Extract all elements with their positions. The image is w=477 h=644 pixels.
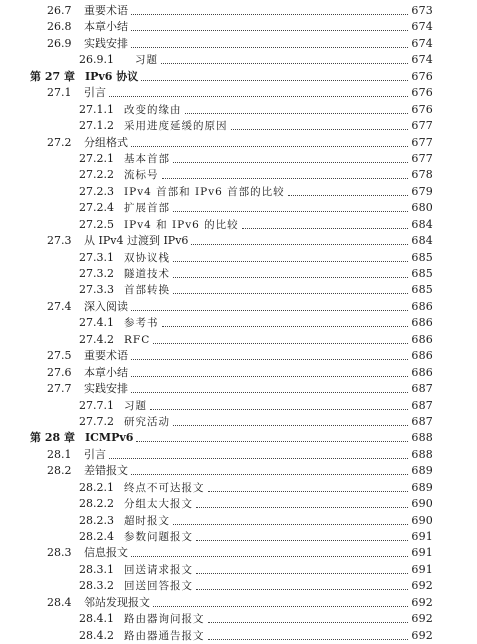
toc-entry[interactable] [0, 463, 477, 479]
toc-entry[interactable] [0, 447, 477, 463]
toc-entry-number: 28.2.2 [79, 497, 114, 511]
dot-leader [206, 628, 411, 644]
toc-entry-number: 28.1 [47, 447, 72, 461]
dot-leader [194, 496, 410, 512]
dot-leader [171, 151, 410, 167]
toc-entry[interactable] [0, 398, 477, 414]
toc-entry-title: 终点不可达报文 [124, 481, 205, 494]
toc-page-number: 678 [411, 168, 433, 182]
toc-entry[interactable] [0, 365, 477, 381]
toc-entry-title: 研究活动 [124, 415, 170, 428]
dot-leader [171, 266, 410, 282]
toc-entry[interactable] [0, 217, 477, 233]
toc-page-number: 687 [411, 382, 433, 396]
toc-entry[interactable] [0, 184, 477, 200]
dot-leader [129, 36, 410, 52]
toc-page-number: 689 [411, 464, 433, 478]
dot-leader [286, 184, 411, 200]
toc-page-number: 687 [411, 414, 433, 428]
toc-entry-number: 27.2.1 [79, 151, 114, 165]
dot-leader [160, 167, 411, 183]
toc-entry-number: 28.4.1 [79, 612, 114, 626]
toc-entry[interactable] [0, 19, 477, 35]
toc-chapter-entry[interactable] [0, 430, 477, 446]
dot-leader [171, 414, 410, 430]
toc-entry[interactable] [0, 381, 477, 397]
toc-entry-number: 27.7.1 [79, 398, 114, 412]
toc-entry[interactable] [0, 3, 477, 19]
toc-entry-number: 第 28 章 [30, 431, 75, 445]
toc-page-number: 677 [411, 151, 433, 165]
toc-entry-title: 路由器通告报文 [124, 629, 205, 642]
toc-page-number: 679 [411, 184, 433, 198]
toc-entry-number: 28.3.1 [79, 562, 114, 576]
toc-entry[interactable] [0, 562, 477, 578]
dot-leader [159, 52, 410, 68]
dot-leader [171, 250, 410, 266]
toc-entry-number: 27.3.1 [79, 250, 114, 264]
dot-leader [129, 365, 410, 381]
dot-leader [129, 348, 410, 364]
toc-entry-number: 27.4 [47, 299, 72, 313]
toc-page-number: 674 [411, 53, 433, 67]
toc-page-number: 688 [411, 431, 433, 445]
toc-entry-title: ICMPv6 [85, 431, 134, 445]
toc-entry-title: 本章小结 [84, 20, 128, 34]
dot-leader [151, 332, 410, 348]
toc-page-number: 690 [411, 497, 433, 511]
toc-entry[interactable] [0, 233, 477, 249]
toc-entry-number: 27.2.4 [79, 201, 114, 215]
toc-page-number: 685 [411, 283, 433, 297]
toc-page-number: 686 [411, 365, 433, 379]
toc-entry-number: 27.3.2 [79, 267, 114, 280]
dot-leader [129, 299, 410, 315]
toc-entry[interactable] [0, 628, 477, 644]
toc-entry-number: 26.9 [47, 36, 72, 50]
toc-entry-number: 28.3 [47, 546, 72, 560]
dot-leader [194, 529, 410, 545]
toc-entry-title: 重要术语 [84, 4, 128, 17]
dot-leader [171, 513, 410, 529]
dot-leader [206, 611, 411, 627]
toc-entry-title: IPv4 首部和 IPv6 首部的比较 [124, 185, 285, 198]
toc-entry-title: RFC [124, 333, 151, 346]
toc-entry-title: 引言 [84, 86, 106, 100]
toc-entry-number: 28.2.4 [79, 530, 114, 543]
dot-leader [151, 595, 410, 611]
toc-page-number: 684 [411, 234, 433, 248]
toc-entry-number: 27.6 [47, 365, 72, 379]
toc-entry[interactable] [0, 529, 477, 545]
dot-leader [107, 85, 410, 101]
toc-entry-number: 第 27 章 [30, 69, 75, 83]
toc-entry-title: 改变的缘由 [124, 103, 182, 116]
toc-entry-title: 实践安排 [84, 36, 128, 50]
dot-leader [194, 578, 410, 594]
toc-page-number: 692 [411, 595, 433, 609]
dot-leader [189, 233, 410, 249]
dot-leader [171, 282, 410, 298]
dot-leader [129, 381, 410, 397]
toc-entry[interactable] [0, 611, 477, 627]
toc-entry[interactable] [0, 315, 477, 331]
toc-entry[interactable] [0, 85, 477, 101]
toc-entry-number: 27.3 [47, 234, 72, 248]
toc-entry-number: 27.7.2 [79, 414, 114, 428]
toc-entry[interactable] [0, 513, 477, 529]
toc-entry-number: 26.9.1 [79, 53, 114, 67]
toc-page-number: 690 [411, 513, 433, 527]
toc-entry-title: 基本首部 [124, 152, 170, 165]
toc-entry[interactable] [0, 299, 477, 315]
toc-entry[interactable] [0, 266, 477, 282]
toc-entry-title: IPv6 协议 [85, 69, 139, 83]
toc-entry[interactable] [0, 135, 477, 151]
toc-entry-title: 回送回答报文 [124, 580, 193, 593]
toc-entry-title: 本章小结 [84, 365, 128, 379]
dot-leader [129, 545, 410, 561]
dot-leader [229, 118, 411, 134]
toc-entry-title: 超时报文 [124, 514, 170, 527]
dot-leader [194, 562, 410, 578]
toc-entry-title: 隧道技术 [124, 268, 170, 280]
dot-leader [240, 217, 411, 233]
toc-entry-number: 27.2.3 [79, 184, 114, 198]
toc-entry-number: 28.2 [47, 464, 72, 478]
toc-page-number: 692 [411, 579, 433, 593]
toc-page-number: 676 [411, 102, 433, 116]
toc-entry[interactable] [0, 348, 477, 364]
toc-entry[interactable] [0, 545, 477, 561]
toc-entry[interactable] [0, 414, 477, 430]
dot-leader [139, 69, 410, 85]
toc-page-number: 692 [411, 628, 433, 642]
toc-entry-title: 深入阅读 [84, 299, 128, 313]
toc-page-number: 691 [411, 562, 433, 576]
dot-leader [129, 463, 410, 479]
toc-entry-title: 首部转换 [124, 284, 170, 297]
toc-page-number: 692 [411, 612, 433, 626]
toc-page-number: 685 [411, 267, 433, 280]
toc-entry-title: 信息报文 [84, 546, 128, 560]
toc-entry-number: 26.8 [47, 20, 72, 34]
toc-entry-number: 27.4.1 [79, 316, 114, 330]
toc-entry-title: 路由器询问报文 [124, 613, 205, 626]
toc-entry-number: 27.4.2 [79, 332, 114, 346]
toc-entry-number: 27.1.1 [79, 102, 114, 116]
toc-entry-title: 差错报文 [84, 464, 128, 478]
toc-page-number: 674 [411, 20, 433, 34]
toc-entry[interactable] [0, 595, 477, 611]
table-of-contents [0, 3, 477, 644]
toc-entry-title: 习题 [124, 399, 147, 412]
dot-leader [160, 315, 411, 331]
toc-entry-title: 分组太大报文 [124, 498, 193, 511]
toc-entry-number: 27.1.2 [79, 119, 114, 133]
toc-entry[interactable] [0, 36, 477, 52]
toc-entry[interactable] [0, 578, 477, 594]
toc-page-number: 684 [411, 217, 433, 231]
toc-page-number: 686 [411, 349, 433, 363]
toc-entry-number: 27.2.5 [79, 217, 114, 231]
toc-entry[interactable] [0, 52, 477, 68]
toc-page-number: 686 [411, 316, 433, 330]
toc-entry-title: 参数问题报文 [124, 531, 193, 543]
toc-entry[interactable] [0, 282, 477, 298]
toc-page-number: 691 [411, 546, 433, 560]
toc-entry[interactable] [0, 151, 477, 167]
toc-page-number: 673 [411, 4, 433, 17]
toc-entry-title: IPv4 和 IPv6 的比较 [124, 218, 239, 231]
toc-entry-title: 扩展首部 [124, 202, 170, 215]
toc-entry-title: 邻站发现报文 [84, 595, 150, 609]
toc-entry[interactable] [0, 332, 477, 348]
toc-entry[interactable] [0, 118, 477, 134]
toc-entry-title: 从 IPv4 过渡到 IPv6 [84, 234, 189, 248]
dot-leader [171, 200, 410, 216]
dot-leader [129, 3, 410, 19]
toc-page-number: 677 [411, 119, 433, 133]
toc-page-number: 680 [411, 201, 433, 215]
toc-page-number: 686 [411, 299, 433, 313]
dot-leader [134, 430, 410, 446]
dot-leader [148, 398, 410, 414]
toc-entry-number: 28.4 [47, 595, 72, 609]
toc-entry[interactable] [0, 167, 477, 183]
dot-leader [107, 447, 410, 463]
toc-entry-title: 参考书 [124, 317, 159, 330]
dot-leader [129, 135, 410, 151]
toc-page-number: 688 [411, 447, 433, 461]
toc-entry-number: 28.4.2 [79, 628, 114, 642]
toc-entry-title: 引言 [84, 447, 106, 461]
toc-page-number: 677 [411, 135, 433, 149]
toc-entry-title: 分组格式 [84, 135, 128, 149]
toc-entry-number: 28.2.1 [79, 480, 114, 494]
toc-entry[interactable] [0, 200, 477, 216]
toc-chapter-entry[interactable] [0, 69, 477, 85]
dot-leader [129, 19, 410, 35]
toc-entry[interactable] [0, 250, 477, 266]
toc-page-number: 686 [411, 332, 433, 346]
dot-leader [206, 480, 411, 496]
toc-entry-title: 回送请求报文 [124, 563, 193, 576]
toc-entry-title: 实践安排 [84, 382, 128, 396]
toc-entry-number: 27.7 [47, 382, 72, 396]
toc-page-number: 674 [411, 36, 433, 50]
toc-entry-title: 流标号 [124, 169, 159, 182]
toc-entry-number: 26.7 [47, 4, 72, 17]
toc-entry-number: 27.2.2 [79, 168, 114, 182]
toc-entry-number: 28.2.3 [79, 513, 114, 527]
toc-entry-title: 双协议栈 [124, 251, 170, 264]
toc-entry-title: 重要术语 [84, 349, 128, 363]
toc-page-number: 687 [411, 398, 433, 412]
toc-page-number: 685 [411, 250, 433, 264]
toc-entry[interactable] [0, 102, 477, 118]
toc-page-number: 676 [411, 86, 433, 100]
toc-page-number: 691 [411, 530, 433, 543]
toc-entry[interactable] [0, 496, 477, 512]
toc-entry-title: 习题 [135, 54, 158, 67]
toc-entry[interactable] [0, 480, 477, 496]
toc-page-number: 676 [411, 69, 433, 83]
toc-entry-number: 27.2 [47, 135, 72, 149]
toc-entry-number: 27.3.3 [79, 283, 114, 297]
toc-page-number: 689 [411, 480, 433, 494]
toc-entry-number: 27.1 [47, 86, 72, 100]
dot-leader [183, 102, 411, 118]
toc-entry-number: 27.5 [47, 349, 72, 363]
toc-entry-title: 采用进度延缓的原因 [124, 120, 228, 133]
toc-entry-number: 28.3.2 [79, 579, 114, 593]
